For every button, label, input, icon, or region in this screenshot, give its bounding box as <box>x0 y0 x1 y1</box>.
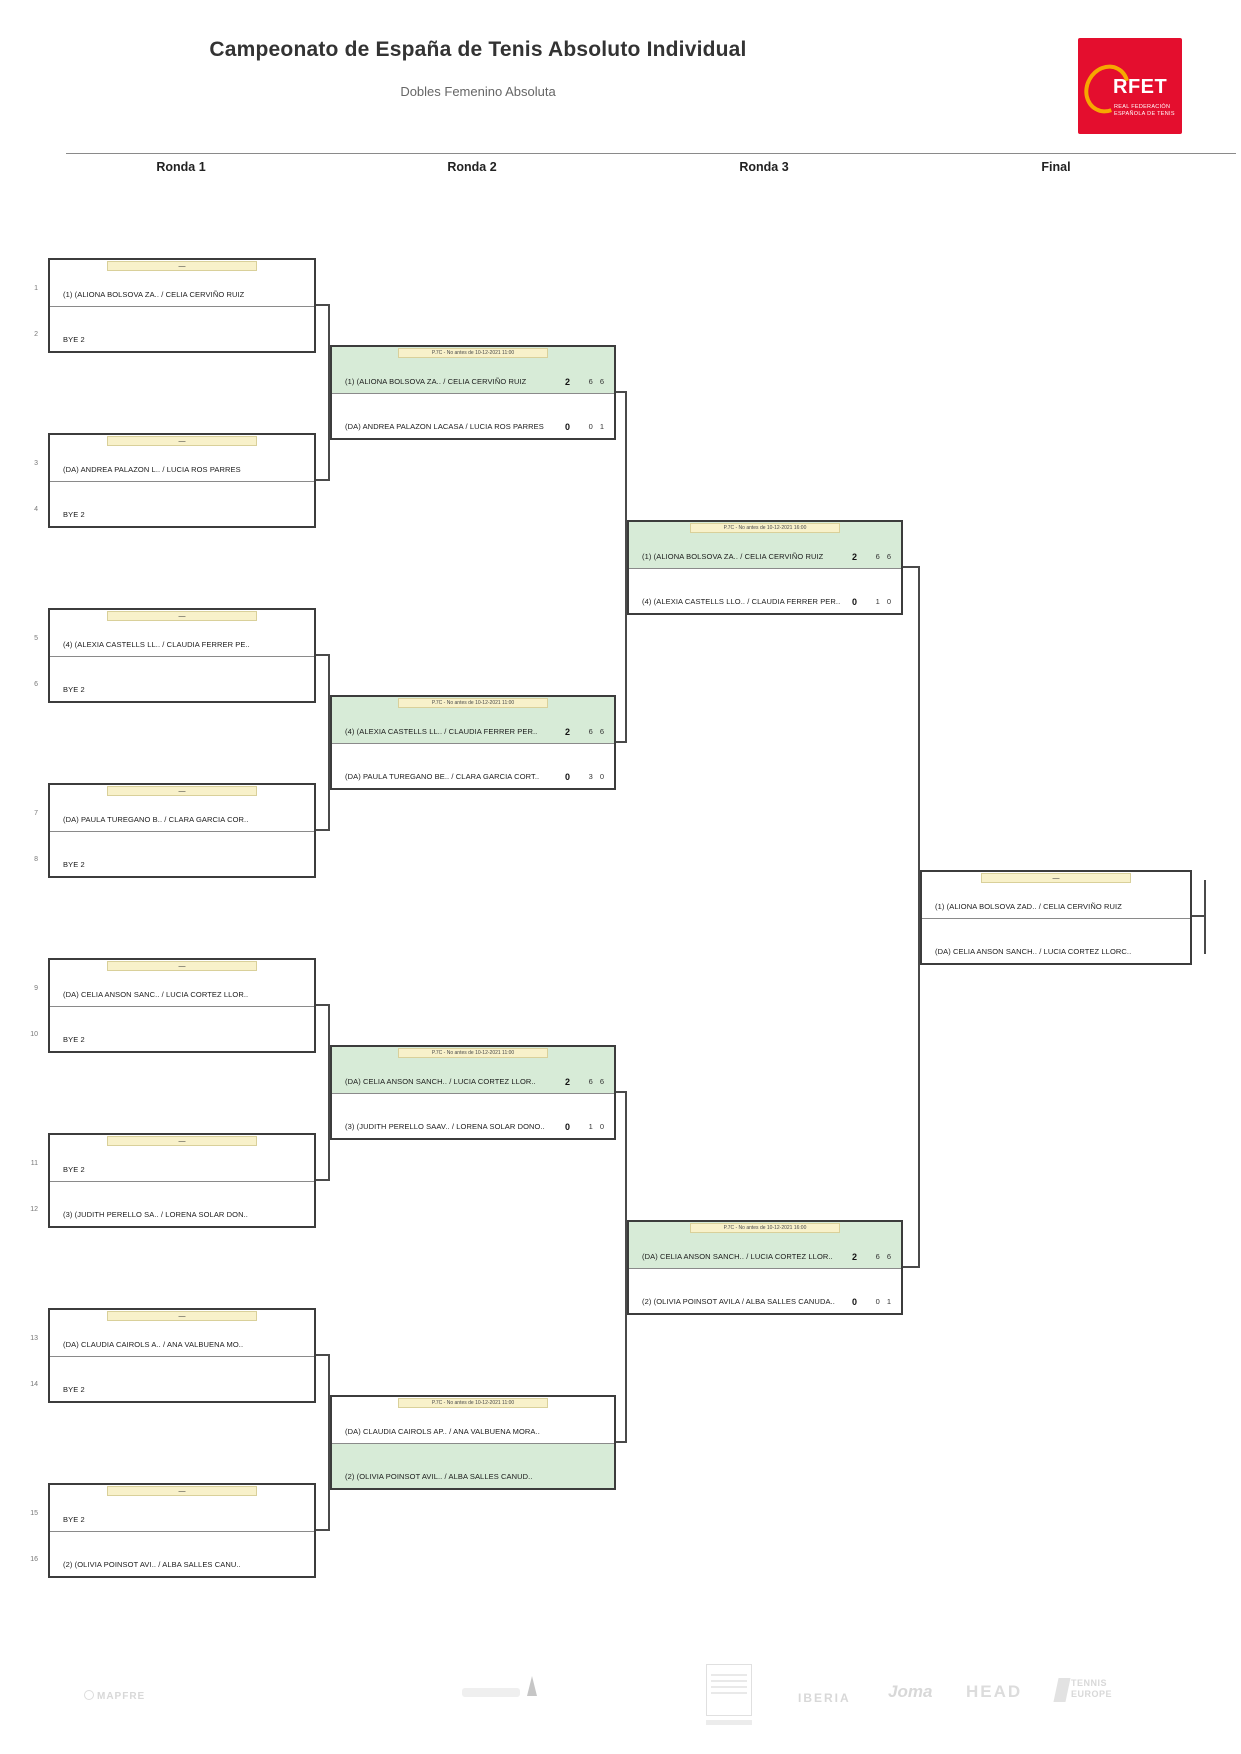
page-subtitle: Dobles Femenino Absoluta <box>400 84 556 99</box>
connector-line <box>328 304 330 481</box>
r1-box-1 <box>48 258 316 353</box>
seed-number: 1 <box>34 285 38 292</box>
team-name: (DA) PAULA TUREGANO BE.. / CLARA GARCIA CORT.. <box>345 772 540 781</box>
match-schedule-label: — <box>107 611 257 621</box>
games-score: 6 6 <box>875 1251 891 1261</box>
connector-line <box>616 1441 625 1443</box>
team-name: BYE 2 <box>63 1035 85 1044</box>
connector-line <box>903 1266 918 1268</box>
team-row <box>332 393 614 439</box>
seed-number: 11 <box>30 1160 38 1167</box>
sets-score: 0 <box>564 772 570 782</box>
head-logo: HEAD <box>966 1682 1023 1701</box>
connector-line <box>625 1091 627 1443</box>
rfet-line2: ESPAÑOLA DE TENIS <box>1114 111 1175 117</box>
emblem-mark <box>527 1676 537 1696</box>
seed-number: 12 <box>30 1206 38 1213</box>
sets-score: 0 <box>564 1122 570 1132</box>
seed-number: 4 <box>34 506 38 513</box>
team-row <box>50 1356 314 1402</box>
team-name: (3) (JUDITH PERELLO SA.. / LORENA SOLAR DON.. <box>63 1210 248 1219</box>
seed-number: 10 <box>30 1031 38 1038</box>
team-row <box>922 918 1190 964</box>
match-schedule-label: — <box>107 1136 257 1146</box>
team-row <box>50 1006 314 1052</box>
team-name: (1) (ALIONA BOLSOVA ZAD.. / CELIA CERVIÑO RUIZ <box>935 901 1122 911</box>
tennis-europe-icon <box>1053 1678 1070 1702</box>
match-schedule-label: P.7C - No antes de 10-12-2021 16:00 <box>690 1223 840 1233</box>
team-row <box>50 1181 314 1227</box>
games-score: 3 0 <box>588 772 604 781</box>
connector-line <box>328 1354 330 1531</box>
connector-line <box>918 566 920 1268</box>
seed-number: 6 <box>34 681 38 688</box>
winner-line <box>1204 880 1206 954</box>
connector-line <box>316 1004 328 1006</box>
connector-line <box>316 479 328 481</box>
team-name: (DA) CELIA ANSON SANCH.. / LUCIA CORTEZ LLORC.. <box>935 947 1132 956</box>
games-score: 1 0 <box>588 1122 604 1131</box>
header <box>98 38 858 99</box>
rfet-line1: REAL FEDERACIÓN <box>1114 104 1171 110</box>
r2-match-1 <box>330 345 616 440</box>
match-schedule-label: P.7C - No antes de 10-12-2021 11:00 <box>398 348 548 358</box>
connector-line <box>316 654 328 656</box>
seed-number: 14 <box>30 1381 38 1388</box>
connector-line <box>903 566 918 568</box>
team-name: BYE 2 <box>63 1514 85 1524</box>
match-schedule-label: — <box>107 261 257 271</box>
r3-match-2 <box>627 1220 903 1315</box>
rfet-logo <box>1078 38 1182 134</box>
games-score: 6 6 <box>875 551 891 561</box>
iberia-logo: IBERIA <box>798 1691 851 1705</box>
team-row <box>332 1093 614 1139</box>
team-row-winner <box>332 1443 614 1489</box>
team-name: (3) (JUDITH PERELLO SAAV.. / LORENA SOLAR DONO.. <box>345 1122 545 1131</box>
match-schedule-label: P.7C - No antes de 10-12-2021 16:00 <box>690 523 840 533</box>
match-schedule-label: — <box>107 436 257 446</box>
seed-number: 2 <box>34 331 38 338</box>
seed-number: 7 <box>34 810 38 817</box>
sets-score: 2 <box>564 376 570 387</box>
team-name: BYE 2 <box>63 685 85 694</box>
r1-box-6 <box>48 1133 316 1228</box>
team-row <box>50 831 314 877</box>
sets-score: 0 <box>851 597 857 607</box>
team-name: (DA) CELIA ANSON SANC.. / LUCIA CORTEZ LLOR.. <box>63 989 249 999</box>
round-header-1: Ronda 1 <box>156 160 206 174</box>
r2-match-4 <box>330 1395 616 1490</box>
team-name: (DA) ANDREA PALAZON LACASA / LUCIA ROS PARRES <box>345 422 544 431</box>
r1-box-2 <box>48 433 316 528</box>
tennis-europe-logo: TENNIS EUROPE <box>1056 1678 1112 1702</box>
r1-box-4 <box>48 783 316 878</box>
seed-number: 16 <box>30 1556 38 1563</box>
connector-line <box>316 1179 328 1181</box>
rfet-acronym: RFET <box>1113 76 1168 98</box>
seed-number: 13 <box>30 1335 38 1342</box>
match-schedule-label: P.7C - No antes de 10-12-2021 11:00 <box>398 1398 548 1408</box>
team-row <box>50 306 314 352</box>
team-name: (DA) CLAUDIA CAIROLS AP.. / ANA VALBUENA MORA.. <box>345 1426 540 1436</box>
page-title: Campeonato de España de Tenis Absoluto Individual <box>209 38 747 61</box>
r1-box-3 <box>48 608 316 703</box>
r2-match-3 <box>330 1045 616 1140</box>
team-row <box>332 743 614 789</box>
team-name: BYE 2 <box>63 1385 85 1394</box>
r1-box-7 <box>48 1308 316 1403</box>
team-row <box>50 481 314 527</box>
team-name: (1) (ALIONA BOLSOVA ZA.. / CELIA CERVIÑO RUIZ <box>345 376 527 386</box>
games-score: 0 1 <box>588 422 604 431</box>
team-name: (1) (ALIONA BOLSOVA ZA.. / CELIA CERVIÑO RUIZ <box>642 551 824 561</box>
round-header-final: Final <box>1041 160 1071 174</box>
team-name: (2) (OLIVIA POINSOT AVI.. / ALBA SALLES CANU.. <box>63 1560 241 1569</box>
connector-line <box>616 741 625 743</box>
match-schedule-label: — <box>107 1311 257 1321</box>
round-header-3: Ronda 3 <box>739 160 789 174</box>
csd-caption-bar <box>706 1720 752 1725</box>
team-name: BYE 2 <box>63 510 85 519</box>
sets-score: 0 <box>851 1297 857 1307</box>
team-name: (4) (ALEXIA CASTELLS LLO.. / CLAUDIA FERRER PER.. <box>642 597 841 606</box>
connector-line <box>616 391 625 393</box>
header-divider <box>66 153 1236 154</box>
final-match <box>920 870 1192 965</box>
team-name: BYE 2 <box>63 860 85 869</box>
seed-number: 9 <box>34 985 38 992</box>
team-name: (1) (ALIONA BOLSOVA ZA.. / CELIA CERVIÑO RUIZ <box>63 289 245 299</box>
games-score: 1 0 <box>875 597 891 606</box>
team-name: (DA) CELIA ANSON SANCH.. / LUCIA CORTEZ LLOR.. <box>642 1251 833 1261</box>
faint-logo <box>462 1688 520 1697</box>
team-row <box>629 1268 901 1314</box>
match-schedule-label: P.7C - No antes de 10-12-2021 11:00 <box>398 698 548 708</box>
match-schedule-label: — <box>107 1486 257 1496</box>
connector-line <box>328 1004 330 1181</box>
r1-box-5 <box>48 958 316 1053</box>
team-row <box>50 656 314 702</box>
mapfre-circle-icon <box>84 1690 94 1700</box>
games-score: 6 6 <box>588 376 604 386</box>
team-name: (4) (ALEXIA CASTELLS LL.. / CLAUDIA FERRER PE.. <box>63 639 250 649</box>
team-name: (DA) CLAUDIA CAIROLS A.. / ANA VALBUENA MO.. <box>63 1339 244 1349</box>
csd-document-logo <box>706 1664 752 1716</box>
team-name: (DA) PAULA TUREGANO B.. / CLARA GARCIA COR.. <box>63 814 249 824</box>
seed-number: 15 <box>30 1510 38 1517</box>
team-name: (DA) ANDREA PALAZON L.. / LUCIA ROS PARRES <box>63 464 241 474</box>
connector-line <box>316 829 328 831</box>
sets-score: 0 <box>564 422 570 432</box>
team-name: (2) (OLIVIA POINSOT AVILA / ALBA SALLES CANUDA.. <box>642 1297 835 1306</box>
connector-line <box>625 391 627 743</box>
round-header-2: Ronda 2 <box>447 160 497 174</box>
mapfre-logo: MAPFRE <box>84 1690 145 1702</box>
games-score: 6 6 <box>588 1076 604 1086</box>
connector-line <box>316 304 328 306</box>
connector-line <box>328 654 330 831</box>
match-schedule-label: — <box>107 786 257 796</box>
team-row <box>50 1531 314 1577</box>
team-name: (2) (OLIVIA POINSOT AVIL.. / ALBA SALLES CANUD.. <box>345 1472 533 1481</box>
r1-box-8 <box>48 1483 316 1578</box>
joma-logo: Joma <box>888 1682 933 1701</box>
r3-match-1 <box>627 520 903 615</box>
team-row <box>629 568 901 614</box>
match-schedule-label: — <box>981 873 1131 883</box>
sets-score: 2 <box>851 551 857 562</box>
connector-line <box>616 1091 625 1093</box>
r2-match-2 <box>330 695 616 790</box>
sets-score: 2 <box>564 1076 570 1087</box>
match-schedule-label: P.7C - No antes de 10-12-2021 11:00 <box>398 1048 548 1058</box>
team-name: (4) (ALEXIA CASTELLS LL.. / CLAUDIA FERRER PER.. <box>345 726 538 736</box>
games-score: 6 6 <box>588 726 604 736</box>
team-name: (DA) CELIA ANSON SANCH.. / LUCIA CORTEZ LLOR.. <box>345 1076 536 1086</box>
team-name: BYE 2 <box>63 1164 85 1174</box>
games-score: 0 1 <box>875 1297 891 1306</box>
connector-line <box>316 1354 328 1356</box>
sets-score: 2 <box>851 1251 857 1262</box>
seed-number: 3 <box>34 460 38 467</box>
connector-line <box>316 1529 328 1531</box>
seed-number: 8 <box>34 856 38 863</box>
seed-number: 5 <box>34 635 38 642</box>
team-name: BYE 2 <box>63 335 85 344</box>
match-schedule-label: — <box>107 961 257 971</box>
sets-score: 2 <box>564 726 570 737</box>
